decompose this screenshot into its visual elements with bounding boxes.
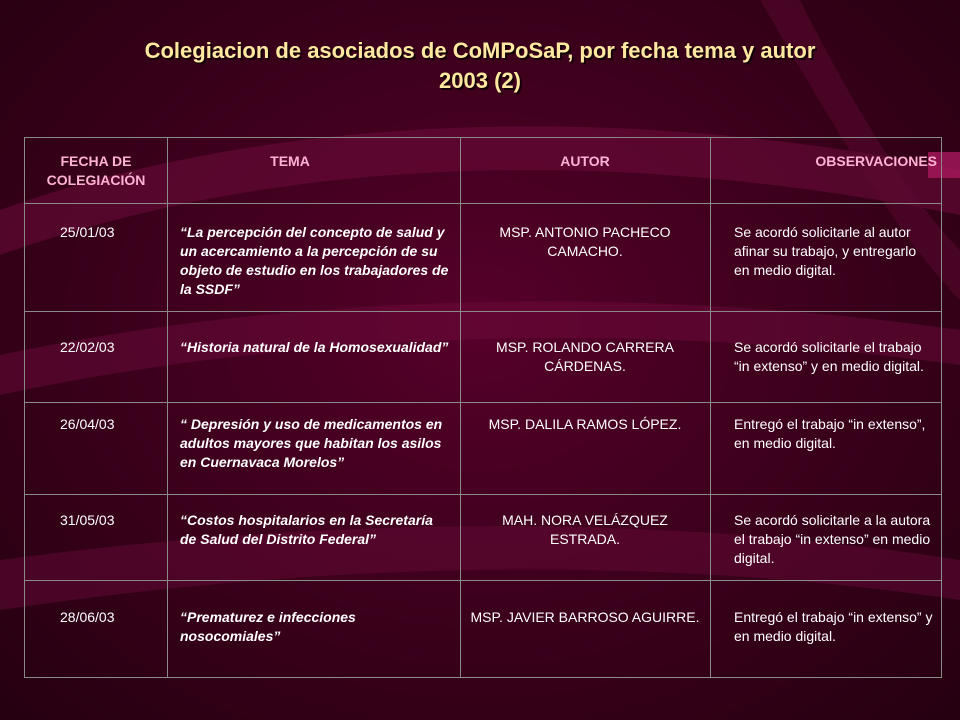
row-4-observaciones: Se acordó solicitarle a la autora el trabajo “in extenso” en medio digital.	[734, 512, 931, 566]
table-border-right	[941, 137, 942, 678]
row-3-observaciones: Entregó el trabajo “in extenso”, en medio digital.	[734, 416, 926, 451]
row-1-autor: MSP. ANTONIO PACHECO CAMACHO.	[499, 224, 671, 259]
header-observaciones: OBSERVACIONES	[815, 153, 937, 169]
row-5-observaciones: Entregó el trabajo “in extenso” y en medio digital.	[734, 609, 933, 644]
row-1-fecha: 25/01/03	[60, 224, 115, 240]
header-fecha-label: FECHA DE COLEGIACIÓN	[46, 153, 146, 188]
row-4-tema: “Costos hospitalarios en la Secretaría de Salud del Distrito Federal”	[180, 512, 433, 547]
row-3-tema: “ Depresión y uso de medicamentos en adultos mayores que habitan los asilos en Cuernavaca Morelos”	[180, 416, 443, 470]
row-1-observaciones: Se acordó solicitarle al autor afinar su trabajo, y entregarlo en medio digital.	[734, 224, 917, 278]
title-line-1: Colegiacion de asociados de CoMPoSaP, por fecha tema y autor	[144, 38, 816, 63]
row-5-tema: “Prematurez e infecciones nosocomiales”	[180, 609, 356, 644]
row-divider	[24, 494, 942, 495]
header-autor: AUTOR	[560, 153, 610, 169]
row-2-autor: MSP. ROLANDO CARRERA CÁRDENAS.	[496, 339, 674, 374]
header-fecha	[32, 152, 160, 190]
colegiacion-table	[24, 137, 942, 678]
row-divider	[24, 402, 942, 403]
row-divider	[24, 203, 942, 204]
slide-title	[40, 36, 920, 96]
row-divider	[24, 580, 942, 581]
row-divider	[24, 311, 942, 312]
table-border-left	[24, 137, 25, 678]
row-2-observaciones: Se acordó solicitarle el trabajo “in extenso” y en medio digital.	[734, 339, 924, 374]
row-3-fecha: 26/04/03	[60, 416, 115, 432]
row-4-autor: MAH. NORA VELÁZQUEZ ESTRADA.	[502, 512, 668, 547]
table-border-top	[24, 137, 942, 138]
table-border-bottom	[24, 677, 942, 678]
title-line-2: 2003 (2)	[439, 68, 521, 93]
row-1-tema: “La percepción del concepto de salud y un acercamiento a la percepción de su objeto de estudio en los trabajadores de la SSDF”	[180, 224, 449, 297]
row-4-fecha: 31/05/03	[60, 512, 115, 528]
column-divider	[710, 137, 711, 678]
row-2-tema: “Historia natural de la Homosexualidad”	[180, 339, 449, 355]
column-divider	[167, 137, 168, 678]
row-5-autor: MSP. JAVIER BARROSO AGUIRRE.	[470, 609, 700, 625]
row-5-fecha: 28/06/03	[60, 609, 115, 625]
row-2-fecha: 22/02/03	[60, 339, 115, 355]
header-tema: TEMA	[270, 153, 310, 169]
row-3-autor: MSP. DALILA RAMOS LÓPEZ.	[488, 416, 682, 432]
column-divider	[460, 137, 461, 678]
